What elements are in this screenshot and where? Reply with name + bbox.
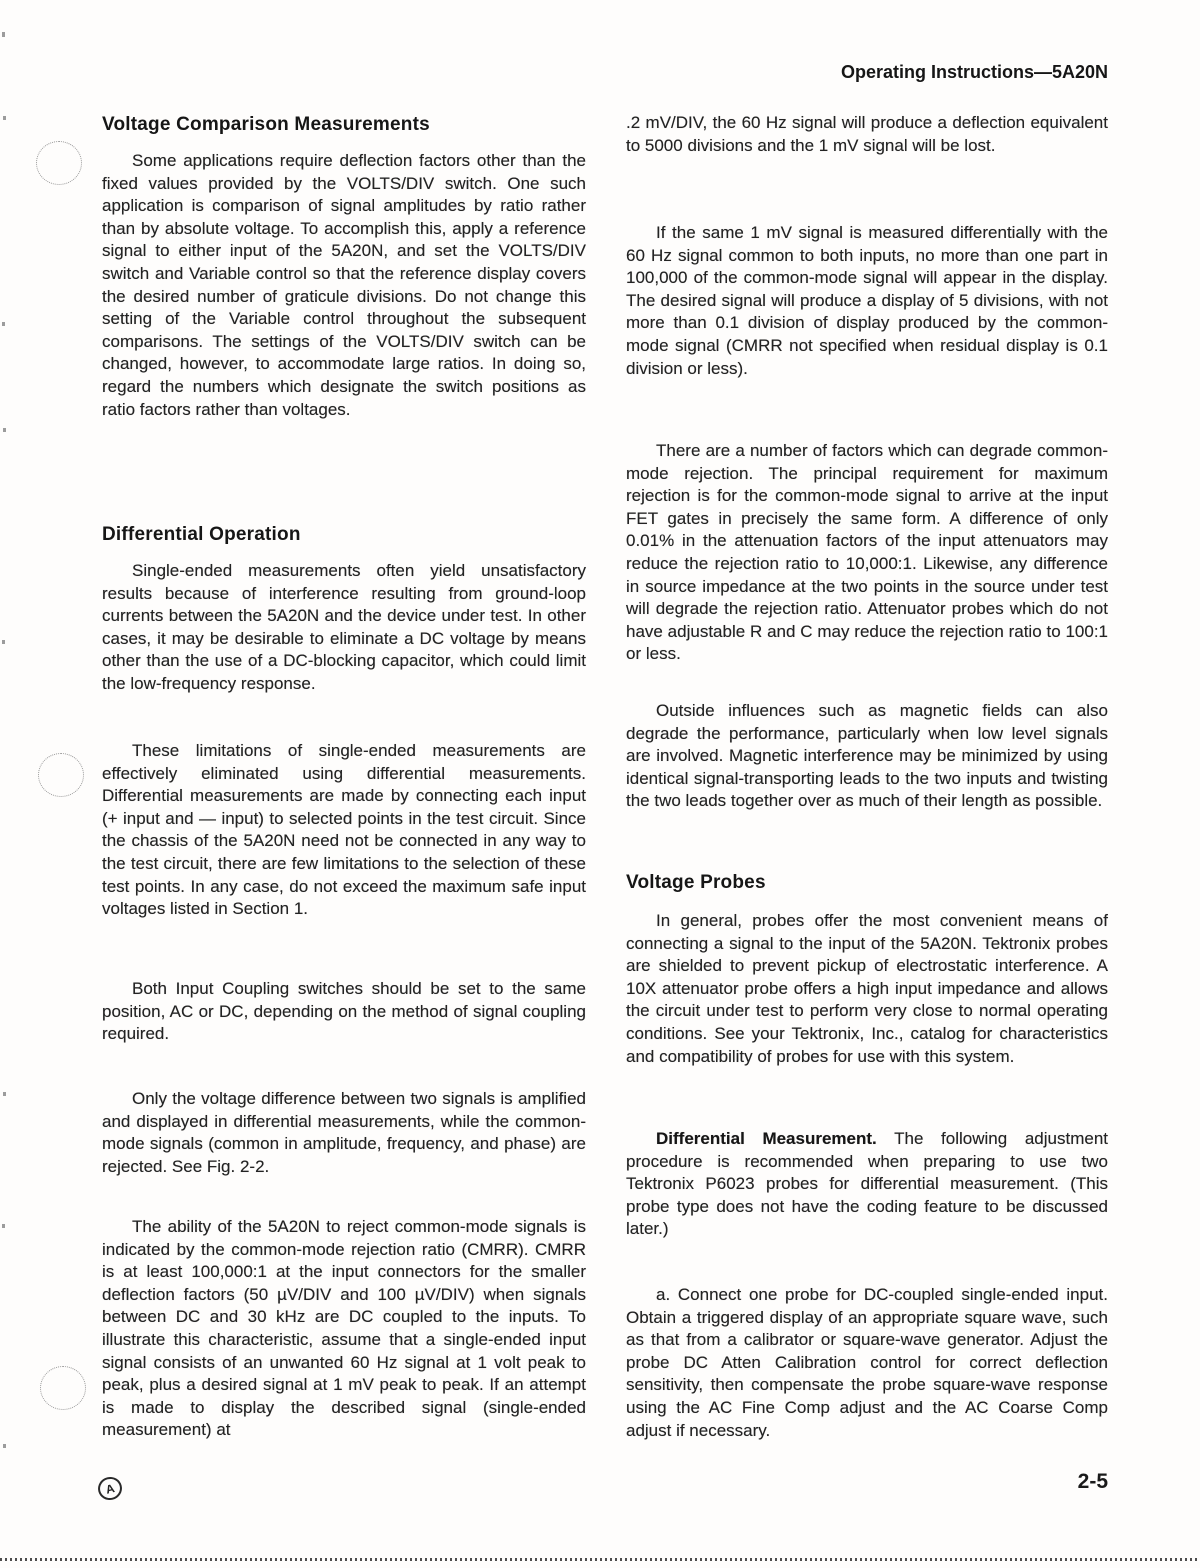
circled-a-registration-mark: A [96,1474,125,1502]
section-heading-differential-operation: Differential Operation [102,524,301,545]
page-header-title: Operating Instructions—5A20N [840,62,1108,82]
scan-speck [2,640,5,644]
scan-speck [2,1224,5,1228]
scan-speck [3,428,6,432]
section-heading-voltage-comparison: Voltage Comparison Measurements [102,114,430,135]
punch-hole [40,1366,86,1410]
paragraph: Only the voltage difference between two signals is amplified and displayed in differential measurements, while the common-mode signals (common in amplitude, frequency, and phase) are rejected. See Fig. 2-2. [102,1089,586,1176]
paragraph: In general, probes offer the most convenient means of connecting a signal to the input of the 5A20N. Tektronix probes are shielded to prevent pickup of electrostatic interference. A 10X attenuator probe offers a high input impedance and allows the circuit under test to perform very close to normal operating conditions. See your Tektronix, Inc., catalog for characteristics and compatibility of probes for use with this system. [626,911,1108,1066]
punch-hole [36,141,82,185]
paragraph: Single-ended measurements often yield unsatisfactory results because of interference resulting from ground-loop currents between the 5A20N and the device under test. In other cases, it may be desirable to eliminate a DC voltage by means other than the use of a DC-blocking capacitor, which could limit the low-frequency response. [102,561,586,693]
paragraph-step-a: a. Connect one probe for DC-coupled single-ended input. Obtain a triggered display of an appropriate square wave, such as that from a calibrator or square-wave generator. Adjust the probe DC Atten Calibration control for correct deflection sensitivity, then compensate the probe square-wave response using the AC Fine Comp adjust and the AC Coarse Comp adjust if necessary. [626,1285,1108,1440]
scan-speck [2,322,5,326]
scan-speck [3,1444,6,1448]
perforation-dotted-line [0,1558,1200,1561]
section-heading-voltage-probes: Voltage Probes [626,872,766,893]
paragraph-text: The following adjustment procedure is recommended when preparing to use two Tektronix P6023 probes for differential measurement. (This probe type does not have the coding feature to be discussed later.) [626,1129,1108,1239]
scan-speck [3,1092,6,1096]
punch-hole [38,753,84,797]
scan-speck [3,116,6,120]
paragraph: If the same 1 mV signal is measured differentially with the 60 Hz signal common to both inputs, no more than one part in 100,000 of the common-mode signal will appear in the display. The desired signal will produce a display of 5 divisions, with not more than 0.1 division of display produced by the common-mode signal (CMRR not specified when residual display is 0.1 division or less). [626,223,1108,378]
paragraph: There are a number of factors which can degrade common-mode rejection. The principal requirement for maximum rejection is for the common-mode signal to arrive at the input FET gates in precisely the same form. A difference of only 0.01% in the attenuation factors of the input attenuators may reduce the rejection ratio to 10,000:1. Likewise, any difference in source impedance at the two points in the source under test will degrade the rejection ratio. Attenuator probes which do not have adjustable R and C may reduce the rejection ratio to 100:1 or less. [626,441,1108,664]
paragraph: Both Input Coupling switches should be set to the same position, AC or DC, depending on the method of signal coupling required. [102,979,586,1044]
scan-speck [2,32,5,37]
paragraph: Outside influences such as magnetic fields can also degrade the performance, particularly when low level signals are involved. Magnetic interference may be minimized by using identical signal-transporting leads to the two inputs and twisting the two leads together over as much of their length as possible. [626,701,1108,811]
paragraph: .2 mV/DIV, the 60 Hz signal will produce a deflection equivalent to 5000 divisions and the 1 mV signal will be lost. [626,113,1108,155]
paragraph: Some applications require deflection factors other than the fixed values provided by the VOLTS/DIV switch. One such application is comparison of signal amplitudes by ratio rather than by absolute voltage. To accomplish this, apply a reference signal to either input of the 5A20N, and set the VOLTS/DIV switch and Variable control so that the reference display covers the desired number of graticule divisions. Do not change this setting of the Variable control throughout the subsequent comparisons. The settings of the VOLTS/DIV switch can be changed, however, to accommodate large ratios. In doing so, regard the numbers which designate the switch positions as ratio factors rather than voltages. [102,151,586,419]
page-number: 2-5 [1077,1470,1108,1493]
paragraph: These limitations of single-ended measurements are effectively eliminated using differential measurements. Differential measurements are made by connecting each input (+ input and — input) to selected points in the test circuit. Since the chassis of the 5A20N need not be connected in any way to the test circuit, there are few limitations to the selection of these test points. In any case, do not exceed the maximum safe input voltages listed in Section 1. [102,741,586,919]
paragraph: The ability of the 5A20N to reject common-mode signals is indicated by the common-mode rejection ratio (CMRR). CMRR is at least 100,000:1 at the input connectors for the smaller deflection factors (50 µV/DIV and 100 µV/DIV) when signals between DC and 30 kHz are DC coupled to the inputs. To illustrate this characteristic, assume that a single-ended input signal consists of an unwanted 60 Hz signal at 1 volt peak to peak, plus a desired signal at 1 mV peak to peak. If an attempt is made to display the described signal (single-ended measurement) at [102,1217,586,1440]
paragraph-differential-measurement [626,1128,1108,1241]
run-in-heading: Differential Measurement. [656,1129,877,1148]
